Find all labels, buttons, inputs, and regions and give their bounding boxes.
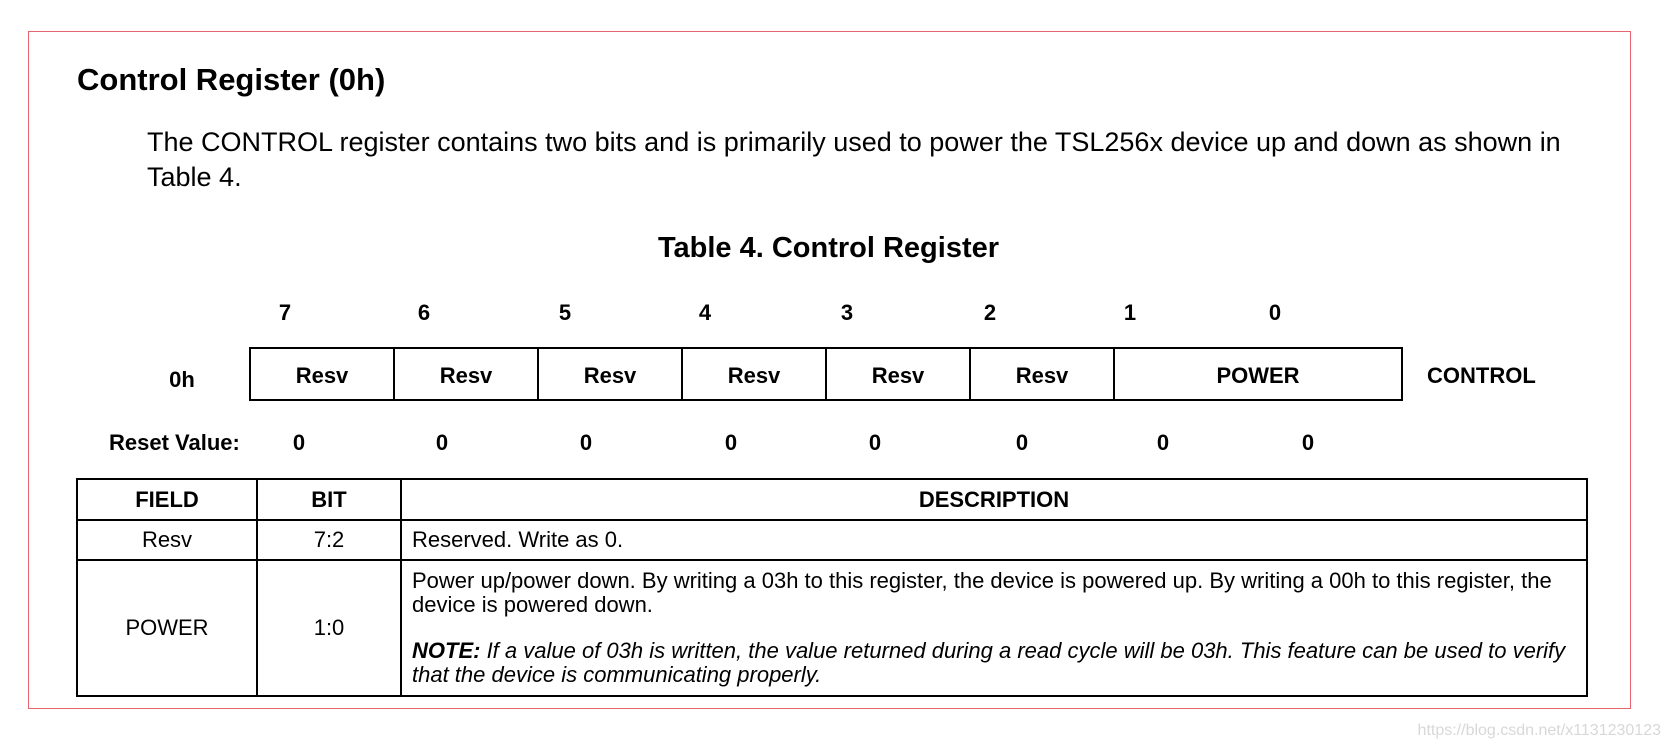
row-bit-range: 7:2 <box>257 520 401 560</box>
header-bit: BIT <box>257 479 401 520</box>
register-address: 0h <box>169 367 195 392</box>
row-description: Reserved. Write as 0. <box>401 520 1587 560</box>
intro-paragraph: The CONTROL register contains two bits and is primarily used to power the TSL256x device up and down as shown in Table 4. <box>147 127 1561 192</box>
reset-value-bit0: 0 <box>1301 430 1315 455</box>
power-description-text: Power up/power down. By writing a 03h to this register, the device is powered up. By writing a 00h to this register, the device is powered down. <box>412 568 1552 617</box>
register-cell-bit7: Resv <box>251 349 395 399</box>
field-description-table <box>76 478 1588 697</box>
register-name: CONTROL <box>1427 363 1536 388</box>
table-row <box>77 520 1587 560</box>
reset-value-bit6: 0 <box>435 430 449 455</box>
bit-number-4: 4 <box>698 300 712 325</box>
bit-number-5: 5 <box>558 300 572 325</box>
register-cell-bit3: Resv <box>827 349 971 399</box>
bit-number-1: 1 <box>1123 300 1137 325</box>
row-description <box>401 560 1587 696</box>
section-title: Control Register (0h) <box>77 62 386 97</box>
register-bit-fields <box>249 347 1403 401</box>
header-field: FIELD <box>77 479 257 520</box>
note-text: If a value of 03h is written, the value returned during a read cycle will be 03h. This feature can be used to verify that the device is communicating properly. <box>412 638 1566 687</box>
bit-number-7: 7 <box>278 300 292 325</box>
bit-number-0: 0 <box>1268 300 1282 325</box>
reset-value-bit2: 0 <box>1015 430 1029 455</box>
reset-value-label: Reset Value: <box>109 430 240 455</box>
row-bit-range: 1:0 <box>257 560 401 696</box>
row-field-name: Resv <box>77 520 257 560</box>
register-cell-bit5: Resv <box>539 349 683 399</box>
document-frame <box>28 31 1631 709</box>
table-caption: Table 4. Control Register <box>657 232 1000 264</box>
register-cell-bit6: Resv <box>395 349 539 399</box>
bit-number-6: 6 <box>417 300 431 325</box>
watermark-url: https://blog.csdn.net/x1131230123 <box>1417 722 1661 739</box>
table-row <box>77 560 1587 696</box>
note-label: NOTE: <box>412 638 481 663</box>
reset-value-bit5: 0 <box>579 430 593 455</box>
reset-value-bit1: 0 <box>1156 430 1170 455</box>
header-description: DESCRIPTION <box>401 479 1587 520</box>
row-field-name: POWER <box>77 560 257 696</box>
bit-number-3: 3 <box>840 300 854 325</box>
reset-value-bit4: 0 <box>724 430 738 455</box>
register-cell-bit4: Resv <box>683 349 827 399</box>
register-cell-power: POWER <box>1216 363 1300 388</box>
register-cell-bit2: Resv <box>971 349 1115 399</box>
reset-value-bit3: 0 <box>868 430 882 455</box>
power-note <box>412 639 1576 687</box>
bit-number-2: 2 <box>983 300 997 325</box>
reset-value-bit7: 0 <box>292 430 306 455</box>
